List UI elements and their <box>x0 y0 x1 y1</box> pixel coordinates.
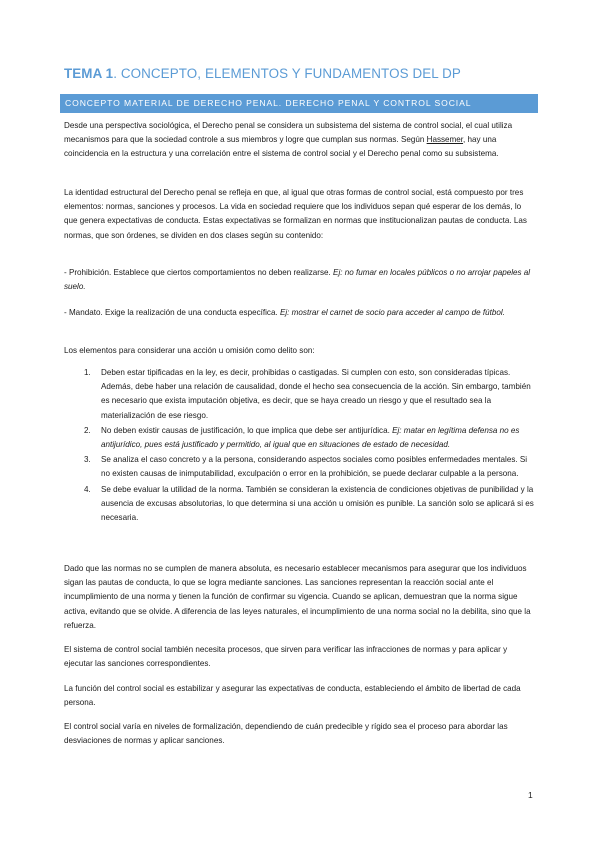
list-item-number: 4. <box>84 484 91 494</box>
paragraph-elements-intro: Los elementos para considerar una acción u omisión como delito son: <box>64 346 315 355</box>
mandato-example: Ej: mostrar el carnet de socio para acceder al campo de fútbol. <box>279 308 505 317</box>
paragraph-formalization: El control social varía en niveles de formalización, dependiendo de cuán predecible y rígido sea el proceso para abordar las desviaciones de normas y aplicar sanciones. <box>64 722 508 746</box>
list-item-example: Ej: matar en legítima defensa no es antijurídico, pues está justificado y permitido, al igual que en situaciones de estado de necesidad. <box>101 425 520 450</box>
author-link-hassemer: Hassemer <box>426 135 464 145</box>
paragraph-structure: La identidad estructural del Derecho penal se refleja en que, al igual que otras formas de control social, está compuesto por tres elementos: normas, sanciones y procesos. La vida en sociedad requiere que los individuos sepan qué esperar de los demás, lo que genera expectativas de conducta. Estas expectativas se formalizan en normas que institucionalizan pautas de conducta. Las normas, que son órdenes, se dividen en dos clases según su contenido: <box>64 188 527 240</box>
list-item-number: 3. <box>84 455 91 465</box>
paragraph-prohibicion <box>64 266 536 294</box>
list-item-text: No deben existir causas de justificación, lo que implica que debe ser antijurídica. <box>101 425 393 435</box>
list-item <box>64 366 536 423</box>
paragraph-function: La función del control social es estabilizar y asegurar las expectativas de conducta, estableciendo el ámbito de libertad de cada persona. <box>64 684 521 708</box>
list-item-text: Se debe evaluar la utilidad de la norma. También se consideran la existencia de condiciones objetivas de punibilidad y la ausencia de excusas absolutorias, lo que determina si una acción u omisión es punible. La sanción solo se aplicará si es necesaria. <box>101 484 534 523</box>
list-item-number: 1. <box>84 368 91 377</box>
list-item <box>64 483 536 526</box>
list-item-text: Se analiza el caso concreto y a la persona, considerando aspectos sociales como posibles enfermedades mentales. Si no existen causas de inimputabilidad, exculpación o error en la prohibición, se puede declarar culpable a la persona. <box>101 455 528 479</box>
list-item <box>64 424 536 452</box>
list-item-text: Deben estar tipificadas en la ley, es decir, prohibidas o castigadas. Si cumplen con esto, son consideradas típicas. Además, debe haber una relación de causalidad, donde el hecho sea consecuencia de la acción. Sin embargo, también es necesario que exista imputación objetiva, es decir, que se haya creado un riesgo y que el resultado sea la materialización de ese riesgo. <box>101 368 531 420</box>
page-number: 1 <box>528 790 533 800</box>
paragraph-intro <box>64 119 536 162</box>
elements-list <box>64 366 536 526</box>
paragraph-processes: El sistema de control social también necesita procesos, que sirven para verificar las infracciones de normas y para aplicar y ejecutar las sanciones correspondientes. <box>64 645 508 669</box>
section-heading: CONCEPTO MATERIAL DE DERECHO PENAL. DERECHO PENAL Y CONTROL SOCIAL <box>60 94 538 113</box>
list-item <box>64 453 536 481</box>
mandato-text: - Mandato. Exige la realización de una conducta específica. <box>64 308 280 317</box>
title-text: . CONCEPTO, ELEMENTOS Y FUNDAMENTOS DEL DP <box>113 66 461 81</box>
prohibicion-text: - Prohibición. Establece que ciertos comportamientos no deben realizarse. <box>64 268 334 277</box>
paragraph-intro-text: Desde una perspectiva sociológica, el Derecho penal se considera un subsistema del sistema de control social, el cual utiliza mecanismos para que la sociedad controle a sus miembros y logre que cumplan sus normas. Según <box>64 121 513 145</box>
paragraph-sanctions: Dado que las normas no se cumplen de manera absoluta, es necesario establecer mecanismos para asegurar que los individuos sigan las pautas de conducta, lo que se logra mediante sanciones. Las sanciones representan la reacción social ante el incumplimiento de una norma y tienen la función de confirmar su vigencia. Cuando se aplican, demuestran que la norma sigue activa, evitando que se olvide. A diferencia de las leyes naturales, el incumplimiento de una norma social no la debilita, sino que la refuerza. <box>64 564 531 630</box>
paragraph-mandato <box>64 306 536 320</box>
paragraph-intro-text-end: , hay una coincidencia en la estructura y una correlación entre el sistema de control social y el Derecho penal como su subsistema. <box>64 135 499 159</box>
title-number: TEMA 1 <box>64 66 114 81</box>
page-title <box>64 66 544 81</box>
list-item-number: 2. <box>84 425 91 435</box>
prohibicion-example: Ej: no fumar en locales públicos o no arrojar papeles al suelo. <box>64 268 531 292</box>
